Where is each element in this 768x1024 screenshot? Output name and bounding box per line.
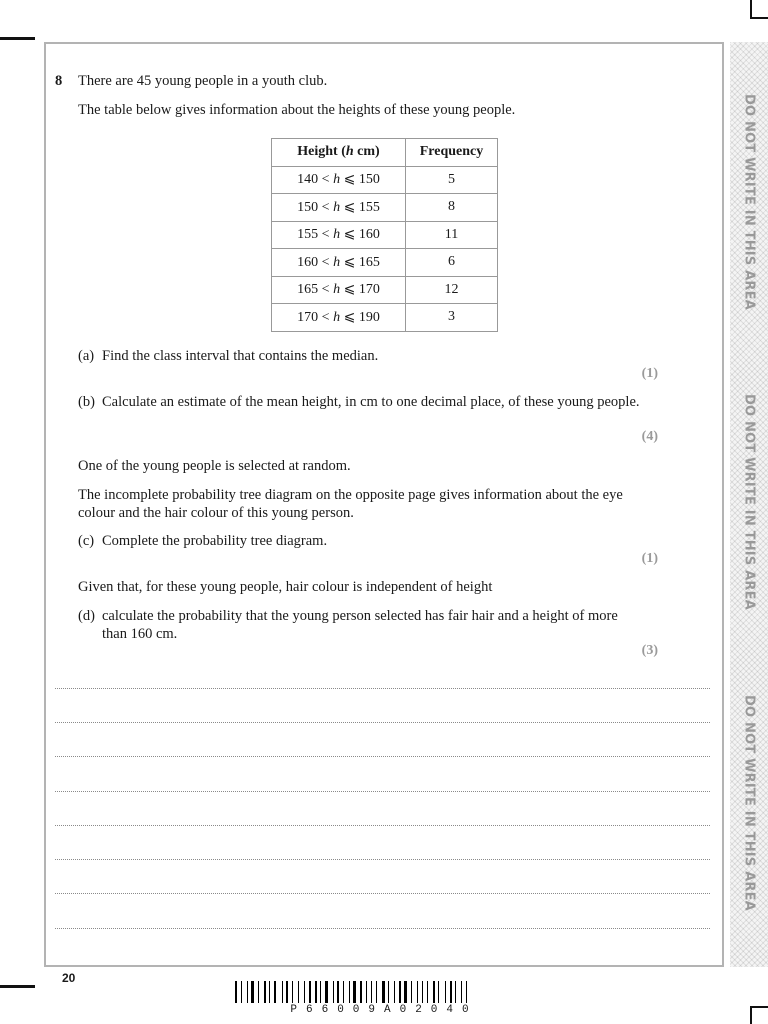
question-intro: There are 45 young people in a youth club. [78,73,328,89]
barcode-bar [335,981,336,1003]
answer-line[interactable] [55,928,710,929]
part-d-label: (d) [78,608,95,624]
barcode-bar [382,981,385,1003]
part-a-marks: (1) [641,366,658,381]
barcode-bar [277,981,280,1003]
barcode-bar [258,981,259,1003]
barcode-bar [366,981,367,1003]
crop-mark-top-right [750,0,752,18]
table-row [272,194,498,222]
part-c-text: Complete the probability tree diagram. [102,533,328,549]
part-d-text: calculate the probability that the young person selected has fair hair and a height of more than 160 cm. [102,608,618,642]
barcode-bar [239,981,240,1003]
barcode-bar [371,981,372,1003]
margin-warning-top: DO NOT WRITE IN THIS AREA [741,94,757,310]
barcode-bar [274,981,276,1003]
barcode-bar [256,981,257,1003]
part-a-text: Find the class interval that contains the median. [102,348,379,364]
height-interval-cell: 160 < h ⩽ 165 [272,249,406,277]
barcode-bar [269,981,270,1003]
barcode-bar [307,981,308,1003]
barcode-bar [378,981,380,1003]
barcode-bar [300,981,303,1003]
barcode-bar [402,981,403,1003]
header-height: Height (h cm) [272,139,406,167]
barcode-bar [298,981,299,1003]
barcode-bar [264,981,266,1003]
barcode-bar [433,981,435,1003]
answer-line[interactable] [55,688,710,689]
crop-mark-top-left [0,37,35,40]
answer-line[interactable] [55,791,710,792]
barcode-bar [351,981,352,1003]
answer-line[interactable] [55,722,710,723]
barcode-bar [333,981,334,1003]
part-d-marks: (3) [641,643,658,658]
barcode-bar [349,981,350,1003]
barcode-bar [455,981,456,1003]
barcode-bar [391,981,393,1003]
barcode-bar [450,981,452,1003]
barcode-bar [411,981,412,1003]
random-selection-text: One of the young people is selected at random. [78,458,351,474]
barcode-bar [249,981,250,1003]
height-interval-cell: 170 < h ⩽ 190 [272,304,406,332]
barcode-bar [466,981,467,1003]
barcode-bar [345,981,347,1003]
barcode-bar [309,981,311,1003]
barcode-bar [425,981,426,1003]
barcode-bar [453,981,454,1003]
part-c-label: (c) [78,533,95,549]
barcode-bar [417,981,418,1003]
frequency-cell: 8 [406,194,498,222]
table-row [272,276,498,304]
crop-mark-bottom-right-h [750,1006,768,1008]
frequency-table [271,138,498,332]
barcode-bar [315,981,317,1003]
table-row [272,249,498,277]
barcode-bar [396,981,397,1003]
table-row [272,166,498,194]
table-row [272,221,498,249]
barcode-bar [404,981,407,1003]
barcode-bar [458,981,460,1003]
frequency-cell: 5 [406,166,498,194]
barcode-bar [353,981,356,1003]
answer-line[interactable] [55,825,710,826]
barcode-bar [463,981,464,1003]
barcode [235,981,533,1003]
barcode-bar [388,981,389,1003]
barcode-bar [445,981,446,1003]
frequency-cell: 11 [406,221,498,249]
part-b-marks: (4) [641,429,658,444]
barcode-bar [461,981,462,1003]
barcode-bar [368,981,370,1003]
header-frequency: Frequency [406,139,498,167]
barcode-text: P66009A02040 [290,1004,478,1016]
height-interval-cell: 155 < h ⩽ 160 [272,221,406,249]
barcode-bar [290,981,291,1003]
margin-warning-bottom: DO NOT WRITE IN THIS AREA [741,695,757,911]
barcode-bar [360,981,362,1003]
barcode-bar [323,981,324,1003]
barcode-bar [341,981,342,1003]
barcode-bar [409,981,410,1003]
barcode-bar [325,981,328,1003]
table-row [272,304,498,332]
barcode-bar [394,981,395,1003]
barcode-bar [318,981,319,1003]
frequency-cell: 6 [406,249,498,277]
part-b-label: (b) [78,394,95,410]
table-intro: The table below gives information about the heights of these young people. [78,102,516,118]
page-number: 20 [62,971,76,985]
barcode-bar [320,981,321,1003]
crop-mark-bottom-right [750,1007,752,1024]
answer-line[interactable] [55,756,710,757]
barcode-bar [436,981,437,1003]
barcode-bar [272,981,273,1003]
barcode-bar [337,981,339,1003]
barcode-bar [343,981,344,1003]
barcode-bar [427,981,428,1003]
given-text: Given that, for these young people, hair colour is independent of height [78,579,493,595]
barcode-bar [376,981,377,1003]
barcode-bar [422,981,423,1003]
barcode-bar [399,981,401,1003]
barcode-bar [243,981,245,1003]
barcode-bar [468,981,470,1003]
barcode-bar [247,981,248,1003]
barcode-bar [358,981,359,1003]
barcode-bar [429,981,431,1003]
barcode-bar [292,981,293,1003]
height-interval-cell: 165 < h ⩽ 170 [272,276,406,304]
question-number: 8 [55,73,63,89]
barcode-bar [386,981,387,1003]
barcode-bar [294,981,296,1003]
answer-line[interactable] [55,893,710,894]
crop-mark-top-right-h [750,17,768,19]
part-b-text: Calculate an estimate of the mean height, in cm to one decimal place, of these young people. [102,394,640,410]
part-a-label: (a) [78,348,95,364]
barcode-bar [312,981,313,1003]
barcode-bar [282,981,283,1003]
answer-line[interactable] [55,859,710,860]
crop-mark-bottom-left [0,985,35,988]
frequency-cell: 12 [406,276,498,304]
barcode-bar [374,981,375,1003]
barcode-bar [329,981,331,1003]
barcode-bar [304,981,305,1003]
barcode-bar [235,981,237,1003]
barcode-bar [447,981,448,1003]
height-interval-cell: 140 < h ⩽ 150 [272,166,406,194]
barcode-bar [441,981,444,1003]
tree-diagram-text: The incomplete probability tree diagram on the opposite page gives information about the eye colour and the hair colour of this young person. [78,487,623,521]
barcode-bar [284,981,285,1003]
barcode-bar [260,981,262,1003]
height-interval-cell: 150 < h ⩽ 155 [272,194,406,222]
barcode-bar [267,981,268,1003]
part-c-marks: (1) [641,551,658,566]
margin-warning-middle: DO NOT WRITE IN THIS AREA [741,394,757,610]
barcode-bar [251,981,254,1003]
barcode-bar [241,981,242,1003]
barcode-bar [419,981,421,1003]
frequency-cell: 3 [406,304,498,332]
barcode-bar [413,981,415,1003]
barcode-bar [363,981,364,1003]
barcode-bar [286,981,288,1003]
table-header-row [272,139,498,167]
barcode-bar [438,981,439,1003]
